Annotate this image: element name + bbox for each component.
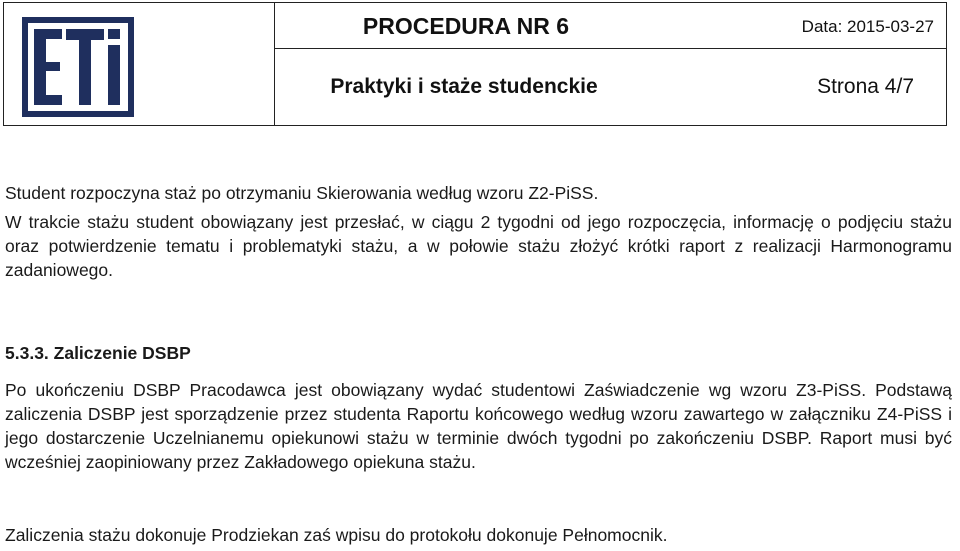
eti-logo [22, 17, 134, 117]
paragraph-final-approval: Zaliczenia stażu dokonuje Prodziekan zaś wpisu do protokołu dokonuje Pełnomocnik. [5, 525, 668, 545]
procedure-number: PROCEDURA NR 6 [362, 13, 570, 39]
section-heading: 5.3.3. Zaliczenie DSBP [5, 343, 191, 363]
header-divider-horizontal [274, 48, 946, 49]
page-number: Strona 4/7 [817, 75, 914, 98]
paragraph-start: Student rozpoczyna staż po otrzymaniu Skierowania według wzoru Z2-PiSS. [5, 183, 599, 203]
paragraph-completion: Po ukończeniu DSBP Pracodawca jest obowiązany wydać studentowi Zaświadczenie wg wzoru Z3-PiSS. Podstawą zaliczenia DSBP jest sporządzenie przez studenta Raportu końcowego według wzoru zawartego w załączniku Z4-PiSS i jego dostarczenie Uczelnianemu opiekunowi stażu w terminie dwóch tygodni po zakończeniu DSBP. Raport musi być wcześniej zaopiniowany przez Zakładowego opiekuna stażu. [5, 380, 952, 472]
document-header [3, 2, 947, 126]
document-subject: Praktyki i staże studenckie [330, 75, 598, 98]
header-divider-vertical [274, 3, 275, 125]
paragraph-during-internship: W trakcie stażu student obowiązany jest przesłać, w ciągu 2 tygodni od jego rozpoczęcia, informację o podjęciu stażu oraz potwierdzenie tematu i problematyki stażu, a w połowie stażu złożyć krótki raport z realizacji Harmonogramu zadaniowego. [5, 212, 952, 280]
document-date: Data: 2015-03-27 [801, 17, 934, 36]
